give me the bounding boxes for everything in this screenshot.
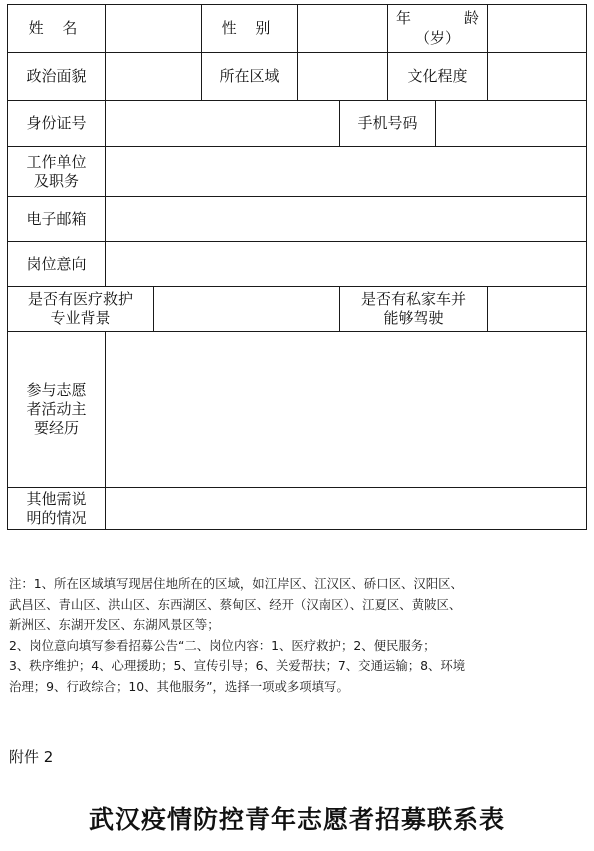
age-label: 年 龄 （岁） [388, 5, 488, 53]
post-intention-field[interactable] [106, 242, 587, 287]
email-label: 电子邮箱 [8, 197, 106, 242]
work-unit-label: 工作单位 及职务 [8, 147, 106, 197]
medical-background-label: 是否有医疗救护 专业背景 [8, 287, 154, 332]
name-field[interactable] [106, 5, 202, 53]
id-number-label: 身份证号 [8, 101, 106, 147]
politics-field[interactable] [106, 53, 202, 101]
medical-background-field[interactable] [154, 287, 340, 332]
post-intention-label: 岗位意向 [8, 242, 106, 287]
registration-form-table [7, 4, 587, 530]
note-line: 2、岗位意向填写参看招募公告“二、岗位内容：1、医疗救护；2、便民服务； [9, 637, 436, 653]
gender-label: 性 别 [202, 5, 298, 53]
volunteer-experience-label: 参与志愿 者活动主 要经历 [8, 332, 106, 488]
note-line: 新洲区、东湖开发区、东湖风景区等； [9, 617, 220, 632]
work-unit-field[interactable] [106, 147, 587, 197]
education-label: 文化程度 [388, 53, 488, 101]
volunteer-experience-field[interactable] [106, 332, 587, 488]
note-line: 治理；9、行政综合；10、其他服务”，选择一项或多项填写。 [9, 678, 349, 694]
document-title: 武汉疫情防控青年志愿者招募联系表 [88, 805, 505, 834]
district-label: 所在区域 [202, 53, 298, 101]
other-info-label: 其他需说 明的情况 [8, 488, 106, 530]
gender-field[interactable] [298, 5, 388, 53]
id-number-field[interactable] [106, 101, 340, 147]
email-field[interactable] [106, 197, 587, 242]
phone-label: 手机号码 [340, 101, 436, 147]
note-line: 武昌区、青山区、洪山区、东西湖区、蔡甸区、经开（汉南区）、江夏区、黄陂区、 [9, 596, 462, 612]
form-notes [9, 574, 581, 697]
private-car-field[interactable] [488, 287, 587, 332]
attachment-label: 附件 2 [9, 748, 54, 766]
politics-label: 政治面貌 [8, 53, 106, 101]
note-line: 3、秩序维护；4、心理援助；5、宣传引导；6、关爱帮扶；7、交通运输；8、环境 [9, 658, 466, 673]
age-field[interactable] [488, 5, 587, 53]
private-car-label: 是否有私家车并 能够驾驶 [340, 287, 488, 332]
district-field[interactable] [298, 53, 388, 101]
education-field[interactable] [488, 53, 587, 101]
phone-field[interactable] [436, 101, 587, 147]
name-label: 姓 名 [8, 5, 106, 53]
other-info-field[interactable] [106, 488, 587, 530]
note-line: 注：1、所在区域填写现居住地所在的区域，如江岸区、江汉区、硚口区、汉阳区、 [9, 576, 463, 591]
